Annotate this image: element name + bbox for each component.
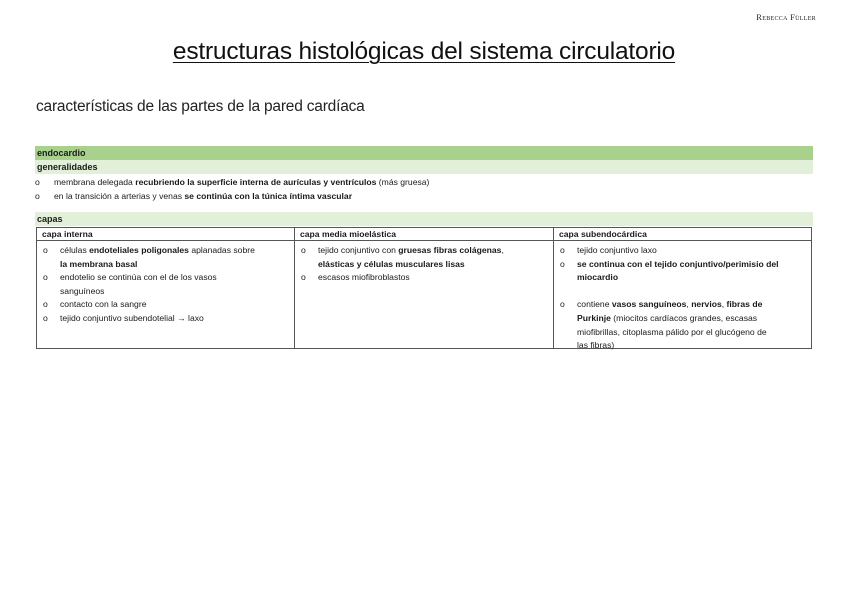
list-item [560,258,805,285]
item-text: las fibras) [577,340,615,351]
capas-heading: capas [35,212,813,226]
bullet-marker: o [560,258,565,269]
generalidades-heading: generalidades [35,160,813,174]
item-text: miofibrillas, citoplasma pálido por el glucógeno de [577,326,767,337]
list-item [560,244,805,258]
item-text-bold: gruesas fibras colágenas [398,245,502,255]
spacer [560,285,805,299]
bullet-marker: o [301,245,306,255]
item-text: (miocitos cardíacos grandes, escasas [610,312,758,323]
generalidades-bullet-1 [35,176,429,189]
bullet-text: (más gruesa) [376,177,430,187]
bullet-text-bold: se continúa con la túnica íntima vascular [184,191,353,201]
bullet-marker: o [301,272,306,283]
column-body [37,241,294,326]
item-text: células [60,245,90,255]
bullet-marker: o [560,245,565,255]
item-text-bold: la membrana basal [60,258,138,269]
column-capa-media [295,228,554,348]
bullet-marker: o [43,245,48,255]
list-item [43,244,288,271]
endocardio-heading: endocardio [35,146,813,160]
item-text: tejido conjuntivo laxo [577,245,657,255]
list-item [301,244,547,271]
item-text-bold: elásticas y células musculares lisas [318,258,465,269]
list-item [43,312,288,326]
column-header: capa media mioelástica [295,228,553,241]
item-text-bold: endoteliales poligonales [89,245,189,255]
item-text-bold: se continua con el tejido conjuntivo/perimisio del [577,258,779,269]
item-text: escasos miofibroblastos [318,272,410,283]
column-capa-subendocardica [554,228,811,351]
bullet-marker: o [43,299,48,310]
list-item [43,271,288,298]
generalidades-bullet-2 [35,190,352,203]
bullet-text-bold: recubriendo la superficie interna de aurículas y ventrículos [135,177,377,187]
bullet-marker: o [560,299,565,310]
item-text: aplanadas sobre [188,245,255,255]
document-title: estructuras histológicas del sistema circulatorio [172,38,676,65]
item-text: , [686,299,692,310]
bullet-marker: o [35,177,40,187]
bullet-text: membrana delegada [54,177,136,187]
list-item [560,298,805,352]
item-text-bold: Purkinje [577,312,611,323]
item-text-bold: nervios [691,299,722,310]
item-text: sanguíneos [60,285,105,296]
bullet-marker: o [43,312,48,323]
capas-table [36,227,812,349]
item-text: contacto con la sangre [60,299,147,310]
column-body [295,241,553,285]
section-subtitle: características de las partes de la pared cardíaca [36,98,365,115]
item-text: endotelio se continúa con el de los vasos [60,272,217,283]
item-text: , [721,299,727,310]
item-text: , [501,245,504,255]
column-header: capa subendocárdica [554,228,811,241]
list-item [301,271,547,285]
bullet-marker: o [35,191,40,201]
item-text: tejido conjuntivo con [318,245,399,255]
item-text: contiene [577,299,612,310]
item-text-bold: vasos sanguíneos [611,299,687,310]
item-text-bold: fibras de [726,299,763,310]
bullet-marker: o [43,272,48,283]
column-capa-interna [37,228,295,348]
item-text-bold: miocardio [577,272,619,283]
list-item [43,298,288,312]
author-name: Rebecca Füller [756,12,816,22]
bullet-text: en la transición a arterias y venas [54,191,185,201]
column-body [554,241,811,353]
item-text: tejido conjuntivo subendotelial → laxo [60,312,204,323]
column-header: capa interna [37,228,294,241]
